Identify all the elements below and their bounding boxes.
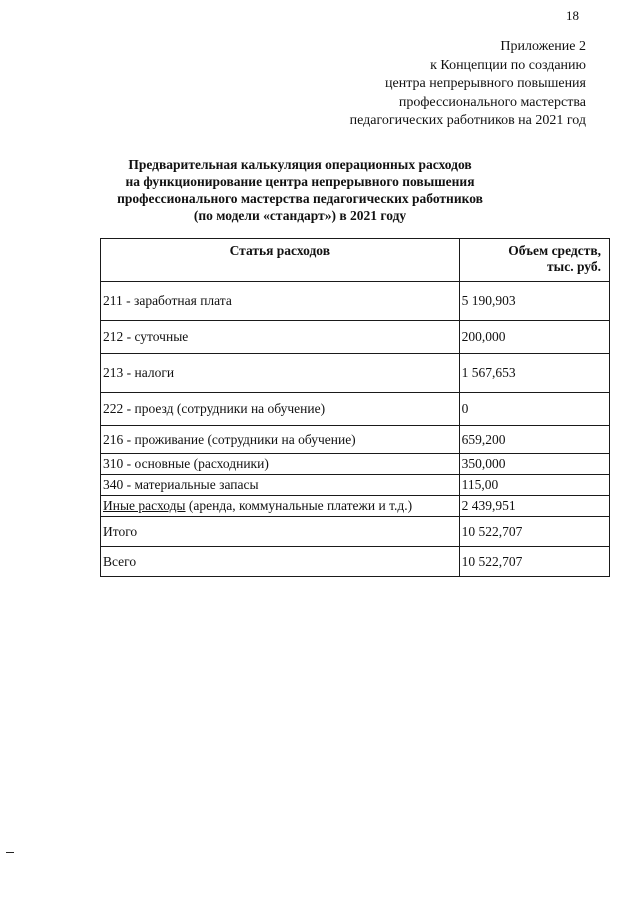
appendix-line: профессионального мастерства [398,94,586,110]
grand-total-row [101,547,610,577]
title-line: Предварительная калькуляция операционных расходов [128,157,472,172]
page-number: 18 [566,8,579,23]
total-amount: 10 522,707 [459,517,609,547]
row-amount: 2 439,951 [459,496,609,517]
total-row [101,517,610,547]
table-row [101,354,610,393]
total-label: Итого [101,517,460,547]
row-article-rest: (аренда, коммунальные платежи и т.д.) [185,498,413,513]
row-article: 216 - проживание (сотрудники на обучение) [101,426,460,454]
row-article: 310 - основные (расходники) [101,454,460,475]
row-article: 211 - заработная плата [101,282,460,321]
table-row [101,496,610,517]
title-line: на функционирование центра непрерывного повышения [125,174,475,189]
appendix-line: центра непрерывного повышения [385,76,586,91]
header-article: Статья расходов [101,239,460,282]
row-article: 213 - налоги [101,354,460,393]
row-article-underlined: Иные расходы [103,498,186,513]
title-line: профессионального мастерства педагогических работников [117,191,483,206]
table-row [101,282,610,321]
header-amount-line1: Объем средств, [508,243,601,258]
row-amount: 115,00 [459,475,609,496]
table-row [101,454,610,475]
table-row [101,475,610,496]
table-header-row [101,239,610,282]
row-amount: 1 567,653 [459,354,609,393]
grand-total-label: Всего [101,547,460,577]
appendix-header [350,38,586,131]
appendix-line: Приложение 2 [500,39,586,54]
appendix-line: педагогических работников на 2021 год [349,113,586,128]
table-row [101,426,610,454]
row-article: 340 - материальные запасы [101,475,460,496]
header-amount [459,239,609,282]
appendix-line: к Концепции по созданию [430,57,586,73]
table-row [101,321,610,354]
row-article: 222 - проезд (сотрудники на обучение) [101,393,460,426]
margin-mark [6,852,14,853]
row-amount: 350,000 [459,454,609,475]
row-amount: 200,000 [459,321,609,354]
grand-total-amount: 10 522,707 [459,547,609,577]
document-title [100,156,500,224]
row-amount: 659,200 [459,426,609,454]
title-line: (по модели «стандарт») в 2021 году [193,208,407,223]
row-amount: 5 190,903 [459,282,609,321]
row-amount: 0 [459,393,609,426]
header-amount-line2: тыс. руб. [547,259,601,274]
cost-table [100,238,610,577]
table-row [101,393,610,426]
row-article [101,496,460,517]
row-article: 212 - суточные [101,321,460,354]
